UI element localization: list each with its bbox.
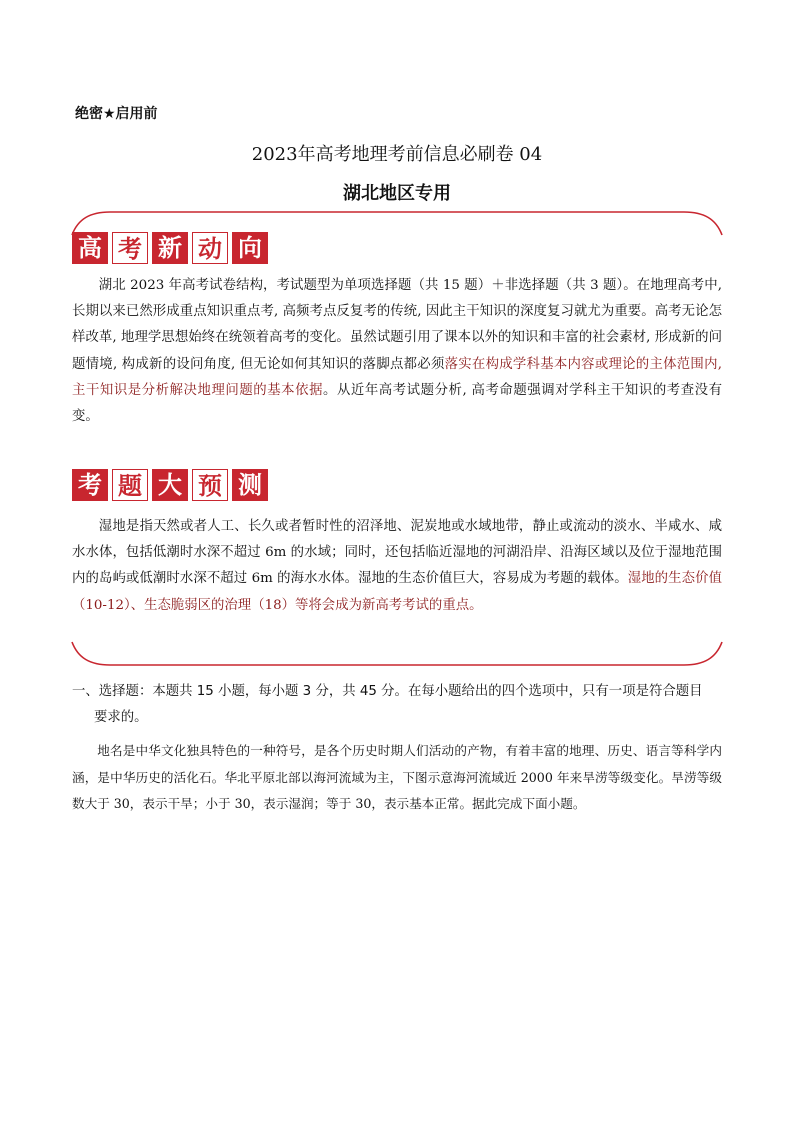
paper-subtitle: 湖北地区专用 [343, 183, 451, 204]
question-passage: 地名是中华文化独具特色的一种符号，是各个历史时期人们活动的产物，有着丰富的地理、历史、语言等科学内涵，是中华历史的活化石。华北平原北部以海河流域为主，下图示意海河流域近 2000 年来旱涝等级变化。旱涝等级数大于 30，表示干旱；小于 30，表示湿润；等于 30，表示基本正常。据此完成下面小题。 [72, 743, 722, 811]
banner-char: 测 [232, 469, 268, 501]
banner-prediction [72, 469, 268, 501]
banner-char: 考 [112, 232, 148, 264]
banner-char: 题 [112, 469, 148, 501]
choice-intro-line-1: 一、选择题：本题共 15 小题，每小题 3 分，共 45 分。在每小题给出的四个选项中，只有一项是符合题目 [72, 684, 703, 699]
banner-char: 预 [192, 469, 228, 501]
banner-char: 向 [232, 232, 268, 264]
banner-char: 考 [72, 469, 108, 501]
secret-mark: 绝密★启用前 [75, 106, 158, 122]
new-trends-highlight: 落实在构成学科基本内容或理论的主体范围内, 主干知识是分析解决地理问题的基本依据 [72, 356, 722, 398]
banner-char: 大 [152, 469, 188, 501]
choice-intro-line-2: 要求的。 [94, 710, 148, 725]
banner-new-trends [72, 232, 268, 264]
banner-char: 动 [192, 232, 228, 264]
new-trends-text-1: 湖北 2023 年高考试卷结构，考试题型为单项选择题（共 15 题）＋非选择题（共 3 题）。在地理高考中, 长期以来已然形成重点知识重点考, 高频考点反复考的传统, 因此主干知识的深度复习就尤为重要。高考无论怎样改革, 地理学思想始终在统领着高考的变化。虽然试题引用了课本以外的知识和丰富的社会素材, 形成新的问题情境, 构成新的设问角度, 但无论如何其知识的落脚点都必须 [72, 278, 722, 372]
paper-title: 2023年高考地理考前信息必刷卷 04 [251, 144, 543, 165]
prediction-text-1: 湿地是指天然或者人工、长久或者暂时性的沼泽地、泥炭地或水域地带，静止或流动的淡水、半咸水、咸水水体，包括低潮时水深不超过 6m 的水域；同时，还包括临近湿地的河湖沿岸、沿海区域以及位于湿地范围内的岛屿或低潮时水深不超过 6m 的海水水体。湿地的生态价值巨大，容易成为考题的载体。 [72, 519, 722, 587]
choice-section-intro [72, 679, 722, 731]
new-trends-paragraph [72, 273, 722, 430]
new-trends-text-2: 。从近年高考试题分析, 高考命题强调对学科主干知识的考查没有变。 [72, 382, 722, 425]
frame-bottom-curve [70, 640, 724, 670]
banner-char: 高 [72, 232, 108, 264]
banner-char: 新 [152, 232, 188, 264]
prediction-paragraph [72, 514, 722, 619]
prediction-highlight: 湿地的生态价值（10-12）、生态脆弱区的治理（18）等将会成为新高考考试的重点。 [72, 571, 723, 613]
